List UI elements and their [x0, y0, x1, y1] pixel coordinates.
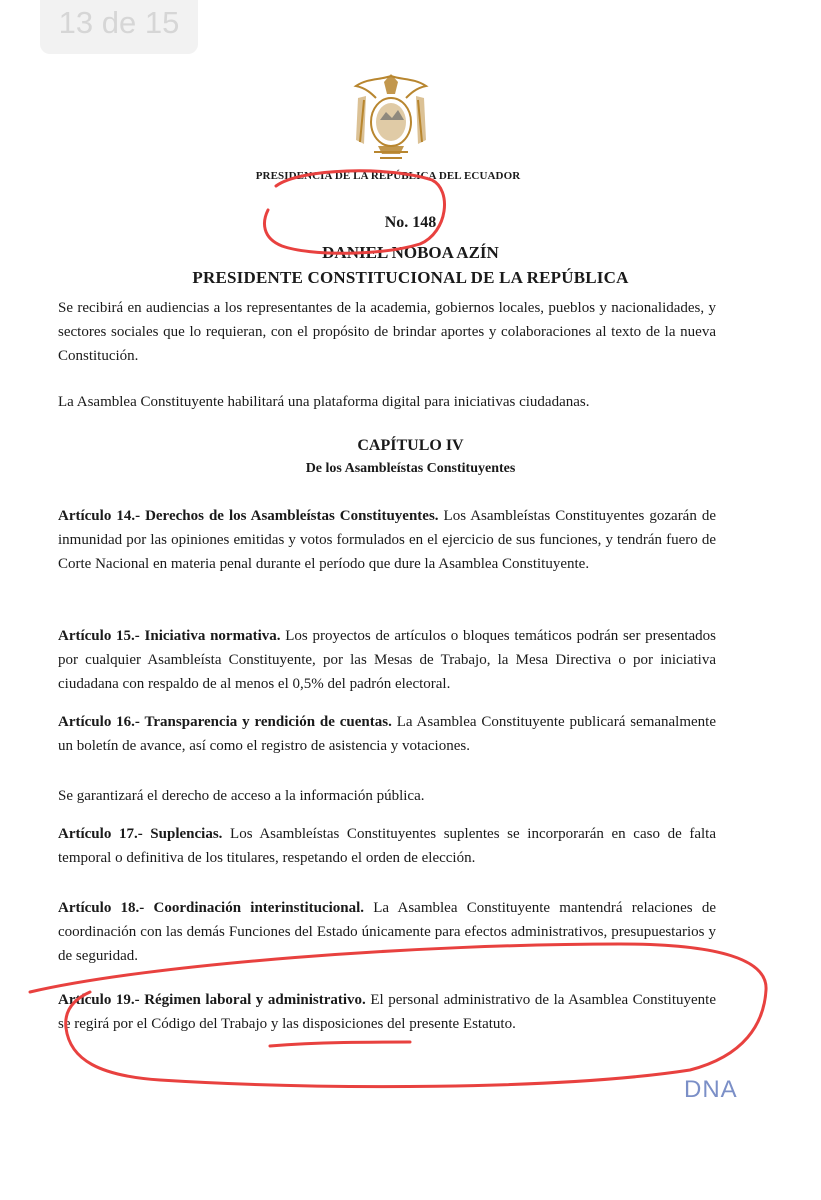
- president-name: DANIEL NOBOA AZÍN: [322, 243, 499, 262]
- coat-of-arms-seal: [350, 72, 432, 164]
- article-18: [58, 896, 716, 968]
- intro-paragraph-1: Se recibirá en audiencias a los representantes de la academia, gobiernos locales, pueblos y nacionalidades, y sectores sociales que lo requieran, con el propósito de brindar aportes y colaboraciones al texto de la nueva Constitución.: [58, 300, 716, 364]
- decree-number: No. 148: [384, 214, 437, 231]
- article-19: [58, 988, 716, 1036]
- article-body: Los proyectos de artículos o bloques temáticos podrán ser presentados por cualquier Asambleísta Constituyente, por las Mesas de Trabajo, la Mesa Directiva o por iniciativa ciudadana con respaldo de al menos el 0,5% del padrón electoral.: [58, 628, 716, 692]
- decree-number-circle: [265, 171, 445, 253]
- codigo-underline: [270, 1042, 410, 1046]
- article-15: [58, 624, 716, 696]
- article-14: [58, 504, 716, 576]
- article-17: [58, 822, 716, 870]
- institution-header: PRESIDENCIA DE LA REPÚBLICA DEL ECUADOR: [255, 170, 521, 182]
- article-heading: Artículo 14.- Derechos de los Asambleístas Constituyentes.: [58, 508, 439, 524]
- article-heading: Artículo 19.- Régimen laboral y administrativo.: [58, 992, 366, 1008]
- intro-paragraph-2: La Asamblea Constituyente habilitará una plataforma digital para iniciativas ciudadanas.: [58, 394, 590, 410]
- article-body: Los Asambleístas Constituyentes suplentes se incorporarán en caso de falta temporal o definitiva de los titulares, respetando el orden de elección.: [58, 826, 716, 866]
- article-16-paragraph-2: [58, 784, 716, 808]
- article-body: La Asamblea Constituyente publicará semanalmente un boletín de avance, así como el registro de asistencia y votaciones.: [58, 714, 716, 754]
- page-counter: 13 de 15: [40, 0, 198, 54]
- article-heading: Artículo 15.- Iniciativa normativa.: [58, 628, 281, 644]
- handwritten-initials: DNA: [684, 1076, 738, 1103]
- chapter-subtitle: De los Asambleístas Constituyentes: [305, 461, 516, 476]
- article-body: Se garantizará el derecho de acceso a la información pública.: [58, 788, 425, 804]
- article-heading: Artículo 17.- Suplencias.: [58, 826, 223, 842]
- article-heading: Artículo 18.- Coordinación interinstitucional.: [58, 900, 365, 916]
- article-body: La Asamblea Constituyente mantendrá relaciones de coordinación con las demás Funciones del Estado únicamente para efectos administrativos, presupuestarios y de seguridad.: [58, 900, 716, 964]
- article-16: [58, 710, 716, 758]
- article-heading: Artículo 16.- Transparencia y rendición de cuentas.: [58, 714, 392, 730]
- article-body: Los Asambleístas Constituyentes gozarán de inmunidad por las opiniones emitidas y votos formulados en el ejercicio de sus funciones, y tendrán fuero de Corte Nacional en materia penal durante el período que dure la Asamblea Constituyente.: [58, 508, 716, 572]
- president-title: PRESIDENTE CONSTITUCIONAL DE LA REPÚBLICA: [192, 268, 629, 287]
- chapter-title: CAPÍTULO IV: [357, 437, 464, 454]
- article-body: El personal administrativo de la Asamblea Constituyente se regirá por el Código del Trabajo y las disposiciones del presente Estatuto.: [58, 992, 716, 1032]
